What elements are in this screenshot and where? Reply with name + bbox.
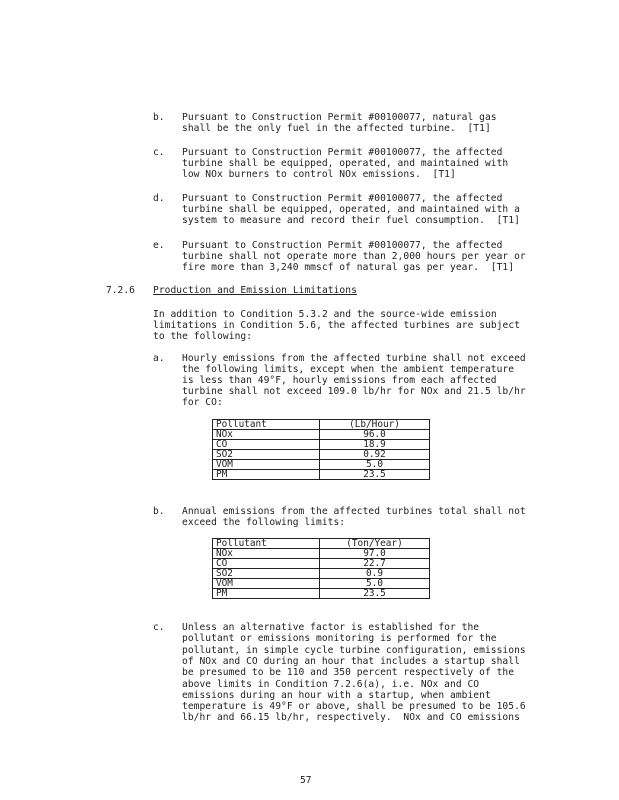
item-a-line: Hourly emissions from the affected turbine shall not exceed: [182, 353, 526, 364]
table-header-cell: (Lb/Hour): [320, 420, 430, 430]
section-number: 7.2.6: [106, 285, 135, 296]
section-intro-line: In addition to Condition 5.3.2 and the source-wide emission: [153, 309, 497, 320]
item-c-startup-line: of NOx and CO during an hour that includes a startup shall: [182, 656, 520, 667]
value-cell: 5.0: [320, 460, 430, 470]
pollutant-cell: CO: [213, 440, 320, 450]
item-a-line: for CO:: [182, 397, 223, 408]
item-c-startup-line: emissions during an hour with a startup, when ambient: [182, 690, 491, 701]
pollutant-cell: VOM: [213, 579, 320, 589]
item-c-startup-line: pollutant, in simple cycle turbine configuration, emissions: [182, 645, 526, 656]
value-cell: 0.92: [320, 450, 430, 460]
item-a-line: turbine shall not exceed 109.0 lb/hr for NOx and 21.5 lb/hr: [182, 386, 526, 397]
section-intro-line: limitations in Condition 5.6, the affected turbines are subject: [153, 320, 521, 331]
annual-emissions-table: [212, 538, 430, 599]
value-cell: 22.7: [320, 559, 430, 569]
item-e-line: turbine shall not operate more than 2,000 hours per year or: [182, 251, 526, 262]
pollutant-cell: PM: [213, 470, 320, 480]
table-row: [213, 440, 430, 450]
item-c-startup-line: lb/hr and 66.15 lb/hr, respectively. NOx and CO emissions: [182, 712, 520, 723]
pollutant-cell: VOM: [213, 460, 320, 470]
pollutant-cell: CO: [213, 559, 320, 569]
item-b-annual-line: Annual emissions from the affected turbines total shall not: [182, 506, 526, 517]
item-b-annual-label: b.: [153, 506, 165, 517]
value-cell: 5.0: [320, 579, 430, 589]
item-e-label: e.: [153, 240, 165, 251]
table-header-cell: (Ton/Year): [320, 539, 430, 549]
table-header-cell: Pollutant: [213, 539, 320, 549]
item-c-line: low NOx burners to control NOx emissions. [T1]: [182, 169, 456, 180]
item-d-label: d.: [153, 193, 165, 204]
item-c-startup-line: temperature is 49°F or above, shall be presumed to be 105.6: [182, 701, 526, 712]
table-header-row: [213, 539, 430, 549]
value-cell: 18.9: [320, 440, 430, 450]
item-a-label: a.: [153, 353, 165, 364]
item-c-startup-line: pollutant or emissions monitoring is performed for the: [182, 633, 497, 644]
item-b-label: b.: [153, 112, 165, 123]
pollutant-cell: SO2: [213, 569, 320, 579]
table-row: [213, 549, 430, 559]
pollutant-cell: SO2: [213, 450, 320, 460]
pollutant-cell: NOx: [213, 430, 320, 440]
item-b-line: Pursuant to Construction Permit #00100077, natural gas: [182, 112, 497, 123]
item-c-startup-label: c.: [153, 622, 165, 633]
table-row: [213, 559, 430, 569]
item-d-line: system to measure and record their fuel consumption. [T1]: [182, 215, 520, 226]
table-row: [213, 470, 430, 480]
item-c-startup-line: above limits in Condition 7.2.6(a), i.e. NOx and CO: [182, 679, 480, 690]
item-d-line: turbine shall be equipped, operated, and maintained with a: [182, 204, 520, 215]
table-row: [213, 589, 430, 599]
page-number: 57: [300, 775, 312, 786]
table-row: [213, 579, 430, 589]
item-b-line: shall be the only fuel in the affected turbine. [T1]: [182, 123, 491, 134]
item-b-annual-line: exceed the following limits:: [182, 517, 346, 528]
item-c-startup-line: Unless an alternative factor is established for the: [182, 622, 480, 633]
item-a-line: the following limits, except when the ambient temperature: [182, 364, 515, 375]
pollutant-cell: NOx: [213, 549, 320, 559]
item-e-line: fire more than 3,240 mmscf of natural gas per year. [T1]: [182, 262, 515, 273]
item-c-line: Pursuant to Construction Permit #00100077, the affected: [182, 147, 503, 158]
item-a-line: is less than 49°F, hourly emissions from each affected: [182, 375, 497, 386]
pollutant-cell: PM: [213, 589, 320, 599]
table-header-row: [213, 420, 430, 430]
table-row: [213, 460, 430, 470]
section-intro-line: to the following:: [153, 331, 253, 342]
table-row: [213, 450, 430, 460]
section-title: Production and Emission Limitations: [153, 285, 357, 296]
item-c-line: turbine shall be equipped, operated, and maintained with: [182, 158, 509, 169]
value-cell: 97.0: [320, 549, 430, 559]
item-c-label: c.: [153, 147, 165, 158]
value-cell: 23.5: [320, 589, 430, 599]
value-cell: 23.5: [320, 470, 430, 480]
item-c-startup-line: be presumed to be 110 and 350 percent respectively of the: [182, 667, 515, 678]
item-d-line: Pursuant to Construction Permit #00100077, the affected: [182, 193, 503, 204]
value-cell: 96.0: [320, 430, 430, 440]
value-cell: 0.9: [320, 569, 430, 579]
hourly-emissions-table: [212, 419, 430, 480]
item-e-line: Pursuant to Construction Permit #00100077, the affected: [182, 240, 503, 251]
table-row: [213, 430, 430, 440]
table-row: [213, 569, 430, 579]
table-header-cell: Pollutant: [213, 420, 320, 430]
